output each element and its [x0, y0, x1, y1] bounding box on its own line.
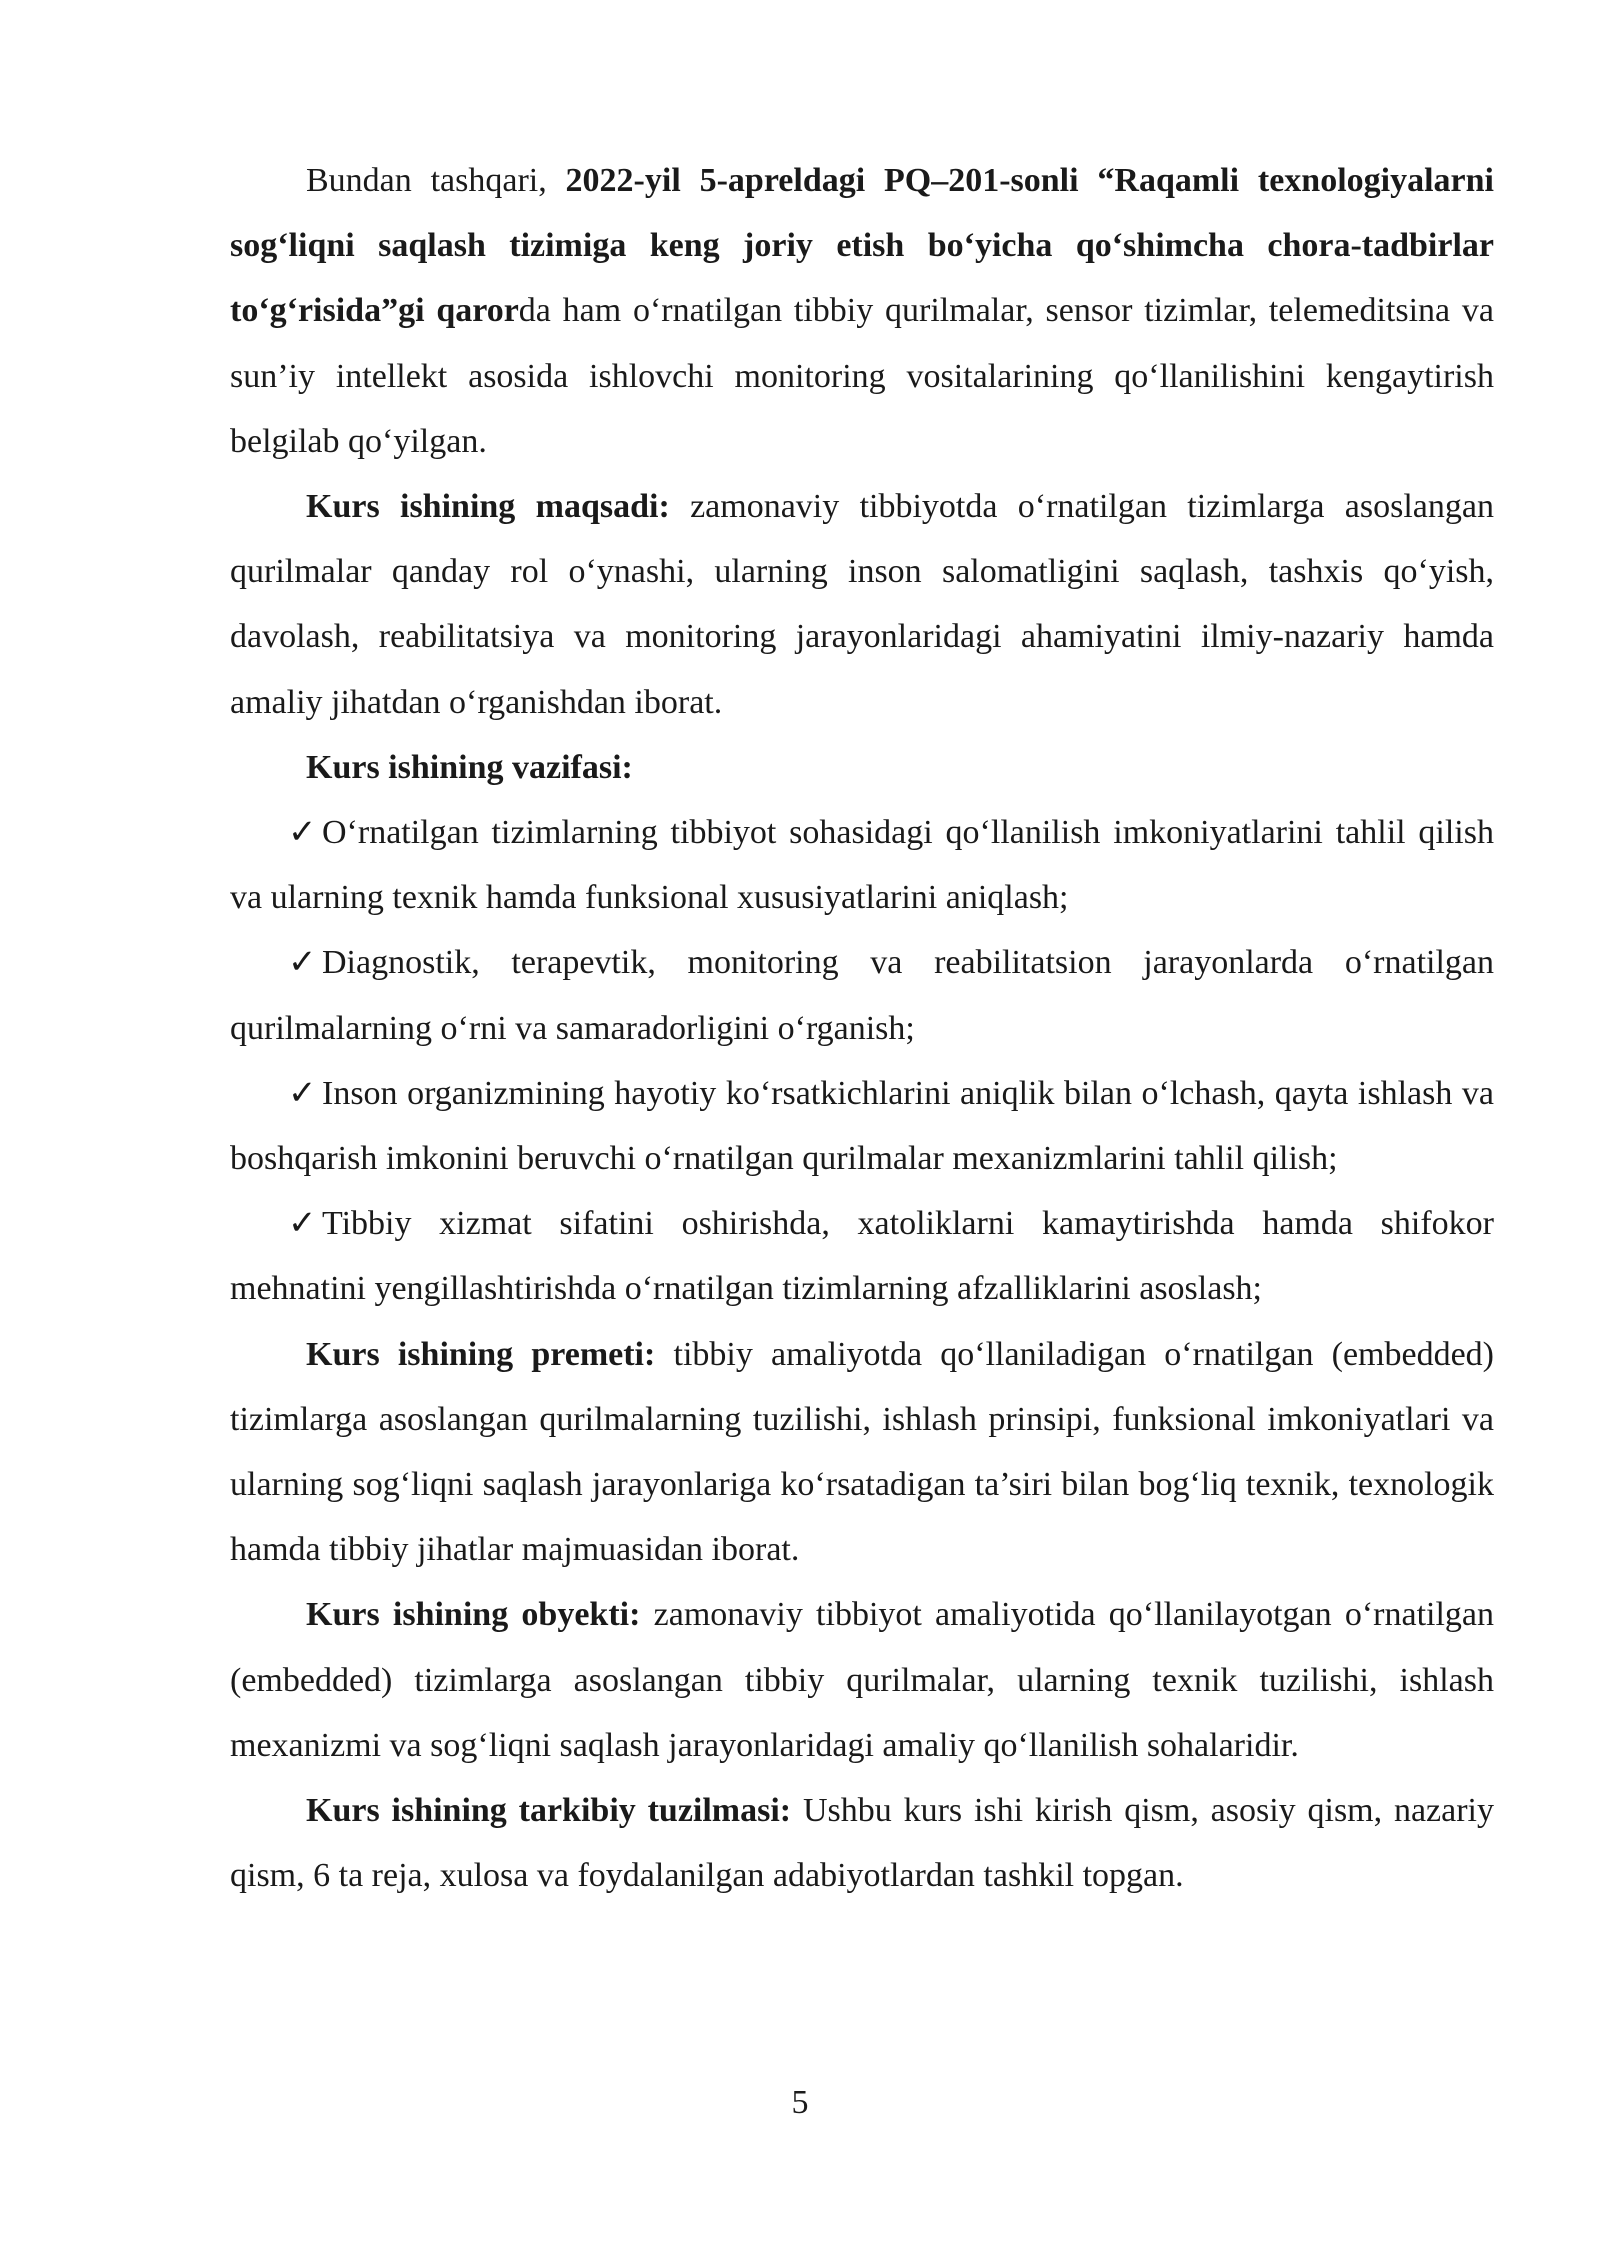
page-body: [230, 148, 1494, 1908]
subject-label: Kurs ishining premeti:: [306, 1335, 656, 1373]
checkmark-icon: ✓: [288, 1205, 317, 1243]
task-item-text: Tibbiy xizmat sifatini oshirishda, xatoliklarni kamaytirishda hamda shifokor mehnatini yengillashtirishda o‘rnatilgan tizimlarning afzalliklarini asoslash;: [230, 1205, 1494, 1308]
task-item: [230, 800, 1494, 930]
goal-label: Kurs ishining maqsadi:: [306, 488, 670, 526]
task-item-text: Inson organizmining hayotiy ko‘rsatkichlarini aniqlik bilan o‘lchash, qayta ishlash va boshqarish imkonini beruvchi o‘rnatilgan qurilmalar mexanizmlarini tahlil qilish;: [230, 1074, 1494, 1178]
goal-text: zamonaviy tibbiyotda o‘rnatilgan tizimlarga asoslangan qurilmalar qanday rol o‘ynashi, ularning inson salomatligini saqlash, tashxis qo‘yish, davolash, reabilitatsiya va monitoring jarayonlaridagi ahamiyatini ilmiy-nazariy hamda amaliy jihatdan o‘rganishdan iborat.: [230, 488, 1494, 721]
object-paragraph: [230, 1582, 1494, 1778]
structure-label: Kurs ishining tarkibiy tuzilmasi:: [306, 1792, 792, 1830]
subject-paragraph: [230, 1322, 1494, 1583]
decree-title: 2022-yil 5-apreldagi PQ–201-sonli “Raqamli texnologiyalarni sog‘liqni saqlash tizimiga keng joriy etish bo‘yicha qo‘shimcha chora-tadbirlar to‘g‘risida”gi qaror: [230, 162, 1494, 330]
intro-rest-text: da ham o‘rnatilgan tibbiy qurilmalar, sensor tizimlar, telemeditsina va sun’iy intellekt asosida ishlovchi monitoring vositalarining qo‘llanilishini kengaytirish belgilab qo‘yilgan.: [230, 292, 1495, 460]
task-item: [230, 1191, 1494, 1321]
checkmark-icon: ✓: [288, 944, 317, 982]
checkmark-icon: ✓: [288, 814, 317, 852]
object-label: Kurs ishining obyekti:: [306, 1596, 641, 1634]
intro-paragraph: [230, 148, 1494, 474]
page-number: 5: [791, 2084, 809, 2121]
goal-paragraph: [230, 474, 1494, 735]
checkmark-icon: ✓: [288, 1074, 317, 1112]
intro-lead-text: Bundan tashqari,: [306, 162, 566, 199]
task-item: [230, 1061, 1494, 1191]
structure-paragraph: [230, 1778, 1494, 1908]
tasks-heading: Kurs ishining vazifasi:: [306, 748, 633, 786]
structure-text: Ushbu kurs ishi kirish qism, asosiy qism, nazariy qism, 6 ta reja, xulosa va foydalanilgan adabiyotlardan tashkil topgan.: [230, 1792, 1494, 1895]
task-item-text: O‘rnatilgan tizimlarning tibbiyot sohasidagi qo‘llanilish imkoniyatlarini tahlil qilish va ularning texnik hamda funksional xususiyatlarini aniqlash;: [230, 814, 1494, 917]
task-item: [230, 930, 1494, 1060]
object-text: zamonaviy tibbiyot amaliyotida qo‘llanilayotgan o‘rnatilgan (embedded) tizimlarga asoslangan tibbiy qurilmalar, ularning texnik tuzilishi, ishlash mexanizmi va sog‘liqni saqlash jarayonlaridagi amaliy qo‘llanilish sohalaridir.: [230, 1596, 1494, 1764]
subject-text: tibbiy amaliyotda qo‘llaniladigan o‘rnatilgan (embedded) tizimlarga asoslangan qurilmalarning tuzilishi, ishlash prinsipi, funksional imkoniyatlari va ularning sog‘liqni saqlash jarayonlariga ko‘rsatadigan ta’siri bilan bog‘liq texnik, texnologik hamda tibbiy jihatlar majmuasidan iborat.: [230, 1335, 1494, 1569]
task-item-text: Diagnostik, terapevtik, monitoring va reabilitatsion jarayonlarda o‘rnatilgan qurilmalarning o‘rni va samaradorligini o‘rganish;: [230, 944, 1494, 1047]
